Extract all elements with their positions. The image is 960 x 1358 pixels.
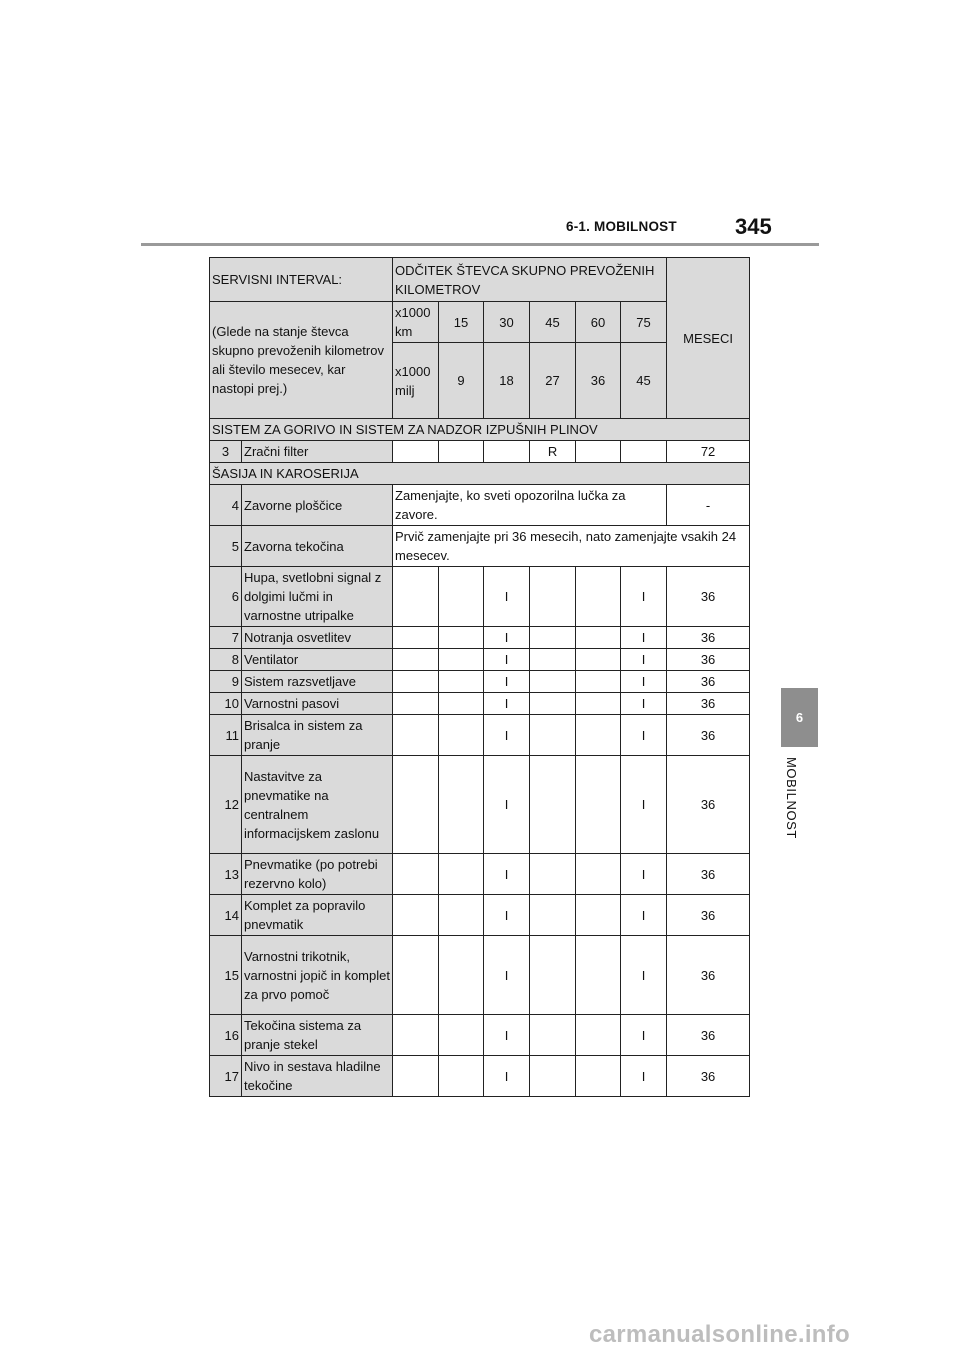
interval-cell (530, 567, 576, 627)
months-cell: 36 (667, 1056, 750, 1097)
months-cell: 72 (667, 441, 750, 463)
interval-cell: I (621, 649, 667, 671)
interval-cell (576, 441, 621, 463)
months-cell: 36 (667, 649, 750, 671)
interval-label: SERVISNI INTERVAL: (210, 258, 393, 302)
interval-cell (393, 895, 439, 936)
interval-cell: I (621, 1056, 667, 1097)
interval-cell (393, 936, 439, 1015)
interval-cell: I (484, 936, 530, 1015)
table-row (210, 567, 750, 627)
item-name: Notranja osvetlitev (242, 627, 393, 649)
interval-cell (393, 693, 439, 715)
interval-cell (576, 854, 621, 895)
interval-cell: I (621, 1015, 667, 1056)
item-name: Varnostni trikotnik, varnostni jopič in komplet za prvo pomoč (242, 936, 393, 1015)
watermark: carmanualsonline.info (589, 1321, 851, 1348)
table-row (210, 649, 750, 671)
interval-cell: I (621, 854, 667, 895)
table-row (210, 627, 750, 649)
mi-unit: x1000 milj (393, 343, 439, 419)
interval-cell (530, 1056, 576, 1097)
interval-cell (576, 895, 621, 936)
interval-cell (530, 936, 576, 1015)
interval-cell (530, 693, 576, 715)
row-number: 12 (210, 756, 242, 854)
row-number: 4 (210, 485, 242, 526)
mi-value: 45 (621, 343, 667, 419)
item-name: Nivo in sestava hladilne tekočine (242, 1056, 393, 1097)
months-cell: 36 (667, 567, 750, 627)
table-row (210, 854, 750, 895)
table-row (210, 441, 750, 463)
interval-cell: I (621, 756, 667, 854)
table-row (210, 693, 750, 715)
interval-cell (576, 756, 621, 854)
interval-cell: I (484, 567, 530, 627)
km-value: 15 (439, 302, 484, 343)
header-divider (141, 243, 819, 246)
item-note: Prvič zamenjajte pri 36 mesecih, nato zamenjajte vsakih 24 mesecev. (393, 526, 750, 567)
interval-cell (393, 1015, 439, 1056)
interval-cell (530, 1015, 576, 1056)
row-number: 16 (210, 1015, 242, 1056)
interval-cell (439, 649, 484, 671)
interval-cell (530, 671, 576, 693)
interval-cell (439, 671, 484, 693)
km-value: 60 (576, 302, 621, 343)
interval-cell (530, 895, 576, 936)
row-number: 17 (210, 1056, 242, 1097)
row-number: 6 (210, 567, 242, 627)
interval-cell (393, 627, 439, 649)
km-unit: x1000 km (393, 302, 439, 343)
table-row (210, 715, 750, 756)
interval-cell (393, 715, 439, 756)
interval-cell: I (484, 854, 530, 895)
interval-cell (530, 627, 576, 649)
interval-cell (439, 627, 484, 649)
item-name: Nastavitve za pnevmatike na centralnem informacijskem zaslonu (242, 756, 393, 854)
mi-value: 18 (484, 343, 530, 419)
km-value: 30 (484, 302, 530, 343)
section-row-chassis (210, 463, 750, 485)
row-number: 15 (210, 936, 242, 1015)
interval-cell (530, 649, 576, 671)
interval-cell: R (530, 441, 576, 463)
mi-value: 9 (439, 343, 484, 419)
item-name: Zavorne ploščice (242, 485, 393, 526)
interval-cell (576, 627, 621, 649)
item-note: Zamenjajte, ko sveti opozorilna lučka za zavore. (393, 485, 667, 526)
row-number: 3 (210, 441, 242, 463)
header-row-interval (210, 258, 750, 302)
row-number: 11 (210, 715, 242, 756)
interval-cell (576, 936, 621, 1015)
interval-cell: I (484, 1056, 530, 1097)
section-fuel-title: SISTEM ZA GORIVO IN SISTEM ZA NADZOR IZPUŠNIH PLINOV (210, 419, 750, 441)
interval-cell (530, 715, 576, 756)
interval-cell: I (484, 693, 530, 715)
table-row (210, 671, 750, 693)
months-cell: 36 (667, 1015, 750, 1056)
months-cell: 36 (667, 936, 750, 1015)
section-chassis-title: ŠASIJA IN KAROSERIJA (210, 463, 750, 485)
interval-cell: I (484, 649, 530, 671)
item-name: Zavorna tekočina (242, 526, 393, 567)
interval-cell: I (484, 1015, 530, 1056)
table-row (210, 1015, 750, 1056)
interval-cell (393, 649, 439, 671)
interval-cell (393, 756, 439, 854)
interval-cell (576, 693, 621, 715)
interval-cell (576, 649, 621, 671)
km-value: 75 (621, 302, 667, 343)
row-number: 7 (210, 627, 242, 649)
months-cell: 36 (667, 715, 750, 756)
odometer-reading-label: ODČITEK ŠTEVCA SKUPNO PREVOŽENIH KILOMETROV (393, 258, 667, 302)
interval-cell: I (621, 627, 667, 649)
page-number: 345 (735, 214, 772, 239)
table-row (210, 895, 750, 936)
interval-cell (439, 715, 484, 756)
item-name: Ventilator (242, 649, 393, 671)
months-cell: 36 (667, 671, 750, 693)
item-name: Varnostni pasovi (242, 693, 393, 715)
months-cell: 36 (667, 895, 750, 936)
table-row (210, 936, 750, 1015)
interval-cell (439, 1056, 484, 1097)
interval-cell (393, 854, 439, 895)
interval-note: (Glede na stanje števca skupno prevoženih kilometrov ali število mesecev, kar nastopi prej.) (210, 302, 393, 419)
row-number: 14 (210, 895, 242, 936)
maintenance-schedule-table (209, 257, 750, 1097)
section-row-fuel (210, 419, 750, 441)
section-title: 6-1. MOBILNOST (566, 219, 677, 234)
mi-value: 36 (576, 343, 621, 419)
interval-cell (439, 854, 484, 895)
interval-cell: I (484, 895, 530, 936)
row-number: 8 (210, 649, 242, 671)
interval-cell (393, 1056, 439, 1097)
interval-cell (530, 854, 576, 895)
interval-cell (576, 1056, 621, 1097)
interval-cell (439, 895, 484, 936)
interval-cell: I (621, 671, 667, 693)
km-value: 45 (530, 302, 576, 343)
interval-cell: I (484, 671, 530, 693)
interval-cell (576, 1015, 621, 1056)
months-cell: 36 (667, 627, 750, 649)
row-number: 9 (210, 671, 242, 693)
interval-cell (484, 441, 530, 463)
interval-cell (393, 671, 439, 693)
months-cell: - (667, 485, 750, 526)
interval-cell (621, 441, 667, 463)
interval-cell: I (621, 715, 667, 756)
interval-cell (439, 1015, 484, 1056)
table-row (210, 485, 750, 526)
chapter-tab-number: 6 (781, 688, 818, 747)
row-number: 5 (210, 526, 242, 567)
interval-cell: I (621, 693, 667, 715)
interval-cell (576, 567, 621, 627)
interval-cell (393, 567, 439, 627)
row-number: 10 (210, 693, 242, 715)
mi-value: 27 (530, 343, 576, 419)
interval-cell: I (621, 936, 667, 1015)
item-name: Pnevmatike (po potrebi rezervno kolo) (242, 854, 393, 895)
item-name: Brisalca in sistem za pranje (242, 715, 393, 756)
interval-cell: I (621, 895, 667, 936)
interval-cell (439, 756, 484, 854)
interval-cell: I (621, 567, 667, 627)
item-name: Zračni filter (242, 441, 393, 463)
interval-cell: I (484, 715, 530, 756)
item-name: Sistem razsvetljave (242, 671, 393, 693)
table-row (210, 756, 750, 854)
months-label: MESECI (667, 258, 750, 419)
interval-cell (439, 441, 484, 463)
interval-cell: I (484, 627, 530, 649)
row-number: 13 (210, 854, 242, 895)
item-name: Hupa, svetlobni signal z dolgimi lučmi in varnostne utripalke (242, 567, 393, 627)
interval-cell (439, 567, 484, 627)
table-row (210, 526, 750, 567)
item-name: Tekočina sistema za pranje stekel (242, 1015, 393, 1056)
interval-cell (576, 671, 621, 693)
interval-cell (439, 936, 484, 1015)
months-cell: 36 (667, 854, 750, 895)
months-cell: 36 (667, 693, 750, 715)
interval-cell (439, 693, 484, 715)
interval-cell: I (484, 756, 530, 854)
item-name: Komplet za popravilo pnevmatik (242, 895, 393, 936)
table-row (210, 1056, 750, 1097)
interval-cell (393, 441, 439, 463)
chapter-tab-label: MOBILNOST (784, 757, 799, 839)
months-cell: 36 (667, 756, 750, 854)
interval-cell (530, 756, 576, 854)
interval-cell (576, 715, 621, 756)
